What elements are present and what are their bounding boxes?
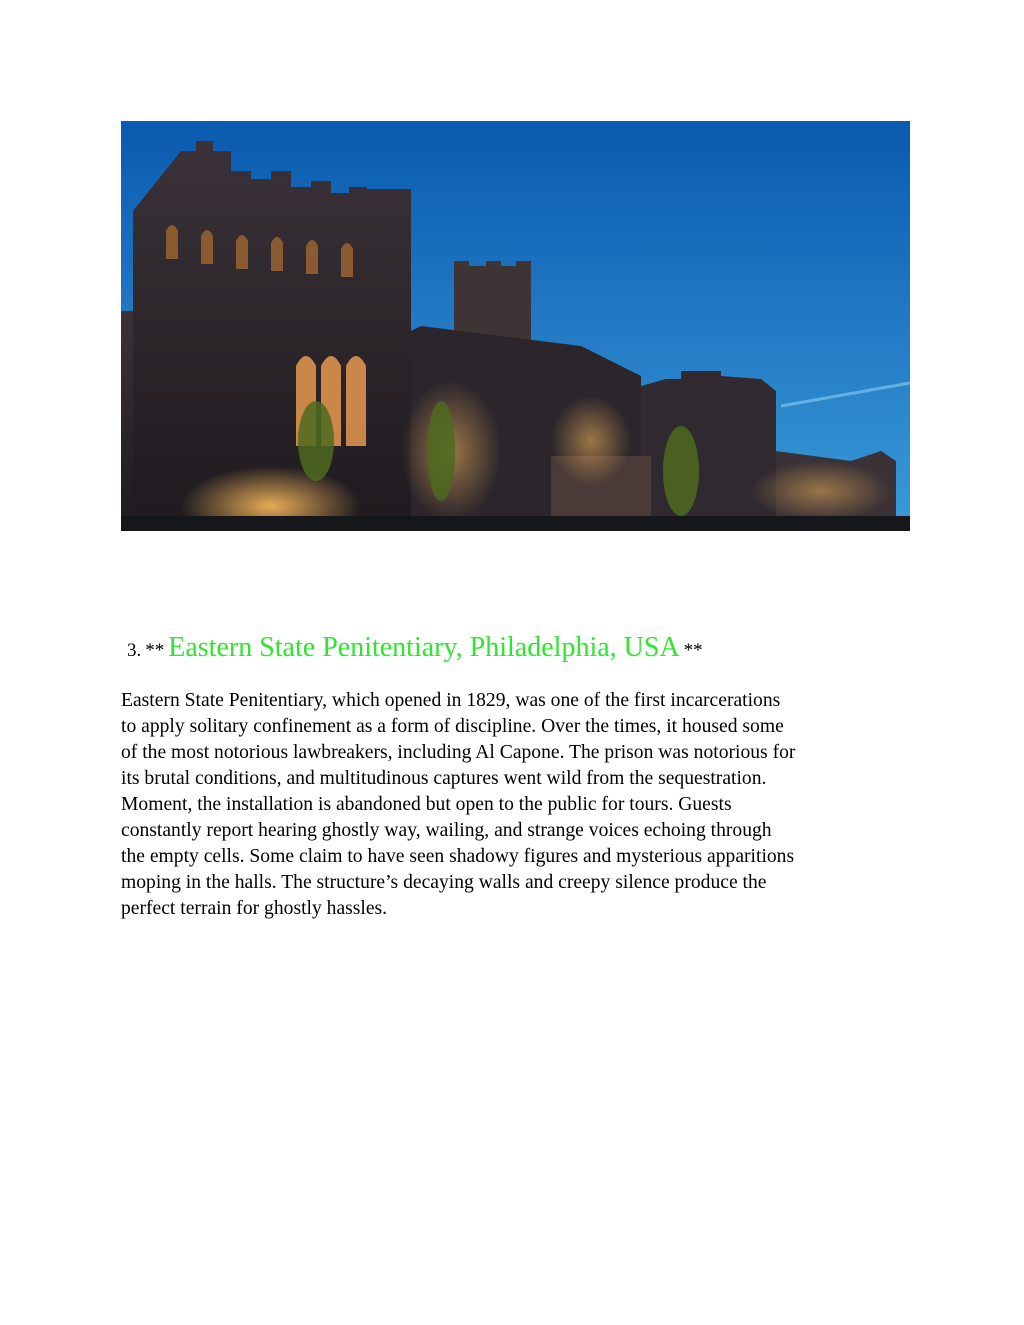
penitentiary-illustration — [121, 121, 910, 531]
body-paragraph: Eastern State Penitentiary, which opened in 1829, was one of the first incarcerations to apply solitary confinement as a form of discipline. Over the times, it housed some of the most notorious lawbreakers, including Al Capone. The prison was notorious for its brutal conditions, and multitudinous captures went wild from the sequestration. Moment, the installation is abandoned but open to the public for tours. Guests constantly report hearing ghostly way, wailing, and strange voices echoing through the empty cells. Some claim to have seen shadowy figures and mysterious apparitions moping in the halls. The structure’s decaying walls and creepy silence produce the perfect terrain for ghostly hassles. — [121, 690, 796, 919]
heading-open-marker: ** — [145, 640, 165, 661]
section-heading — [127, 628, 703, 672]
penitentiary-photo — [121, 121, 910, 531]
heading-close-marker: ** — [683, 640, 703, 661]
heading-title: Eastern State Penitentiary, Philadelphia, USA — [168, 632, 680, 663]
heading-number: 3. — [127, 640, 142, 661]
